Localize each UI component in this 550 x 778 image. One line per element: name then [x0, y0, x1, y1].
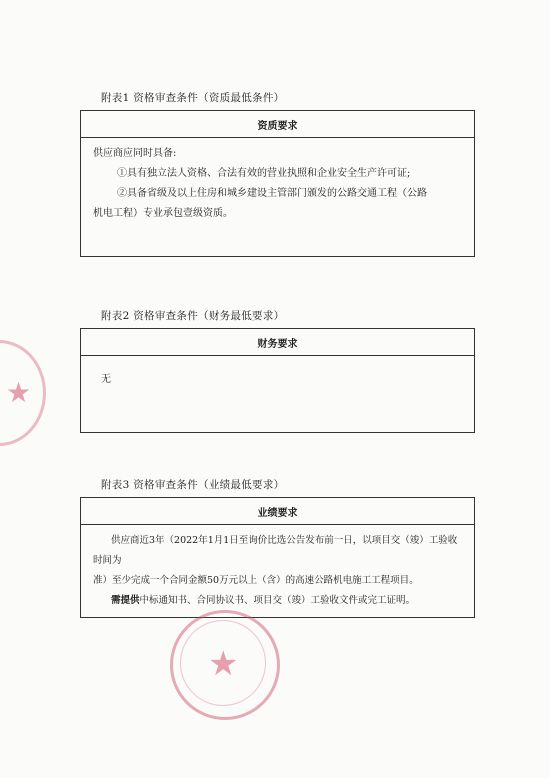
must-provide-text: 中标通知书、合同协议书、项目交（竣）工验收文件或完工证明。	[139, 595, 416, 606]
qualification-item-2: ②具备省级及以上住房和城乡建设主管部门颁发的公路交通工程（公路	[117, 188, 427, 199]
left-seal	[0, 340, 45, 450]
bottom-seal	[170, 610, 280, 720]
performance-table	[80, 497, 475, 618]
performance-body	[81, 525, 475, 618]
qualification-item-2-cont: 机电工程）专业承包壹级资质。	[93, 208, 233, 219]
performance-header: 业绩要求	[81, 498, 475, 525]
qualification-body	[81, 138, 475, 257]
performance-line-1: 供应商近3年（2022年1月1日至询价比选公告发布前一日，以项目交（竣）工验收时间为	[93, 535, 458, 566]
must-provide-label: 需提供	[111, 595, 140, 606]
table1-caption: 附表1 资格审查条件（资质最低条件）	[101, 92, 285, 104]
table2-caption: 附表2 资格审查条件（财务最低要求）	[101, 310, 285, 322]
performance-line-2: 准）至少完成一个合同金额50万元以上（含）的高速公路机电施工工程项目。	[93, 575, 419, 586]
finance-header: 财务要求	[81, 329, 475, 356]
finance-table	[80, 328, 475, 433]
left-seal-star-icon: ★	[6, 376, 32, 409]
qualification-header: 资质要求	[81, 111, 475, 138]
qualification-intro: 供应商应同时具备:	[93, 148, 177, 159]
qualification-item-1: ①具有独立法人资格、合法有效的营业执照和企业安全生产许可证;	[117, 168, 411, 179]
bottom-seal-star-icon: ★	[208, 644, 239, 684]
performance-provide	[93, 591, 464, 611]
qualification-table	[80, 110, 475, 257]
finance-body: 无	[81, 356, 475, 433]
table3-caption: 附表3 资格审查条件（业绩最低要求）	[101, 479, 285, 491]
